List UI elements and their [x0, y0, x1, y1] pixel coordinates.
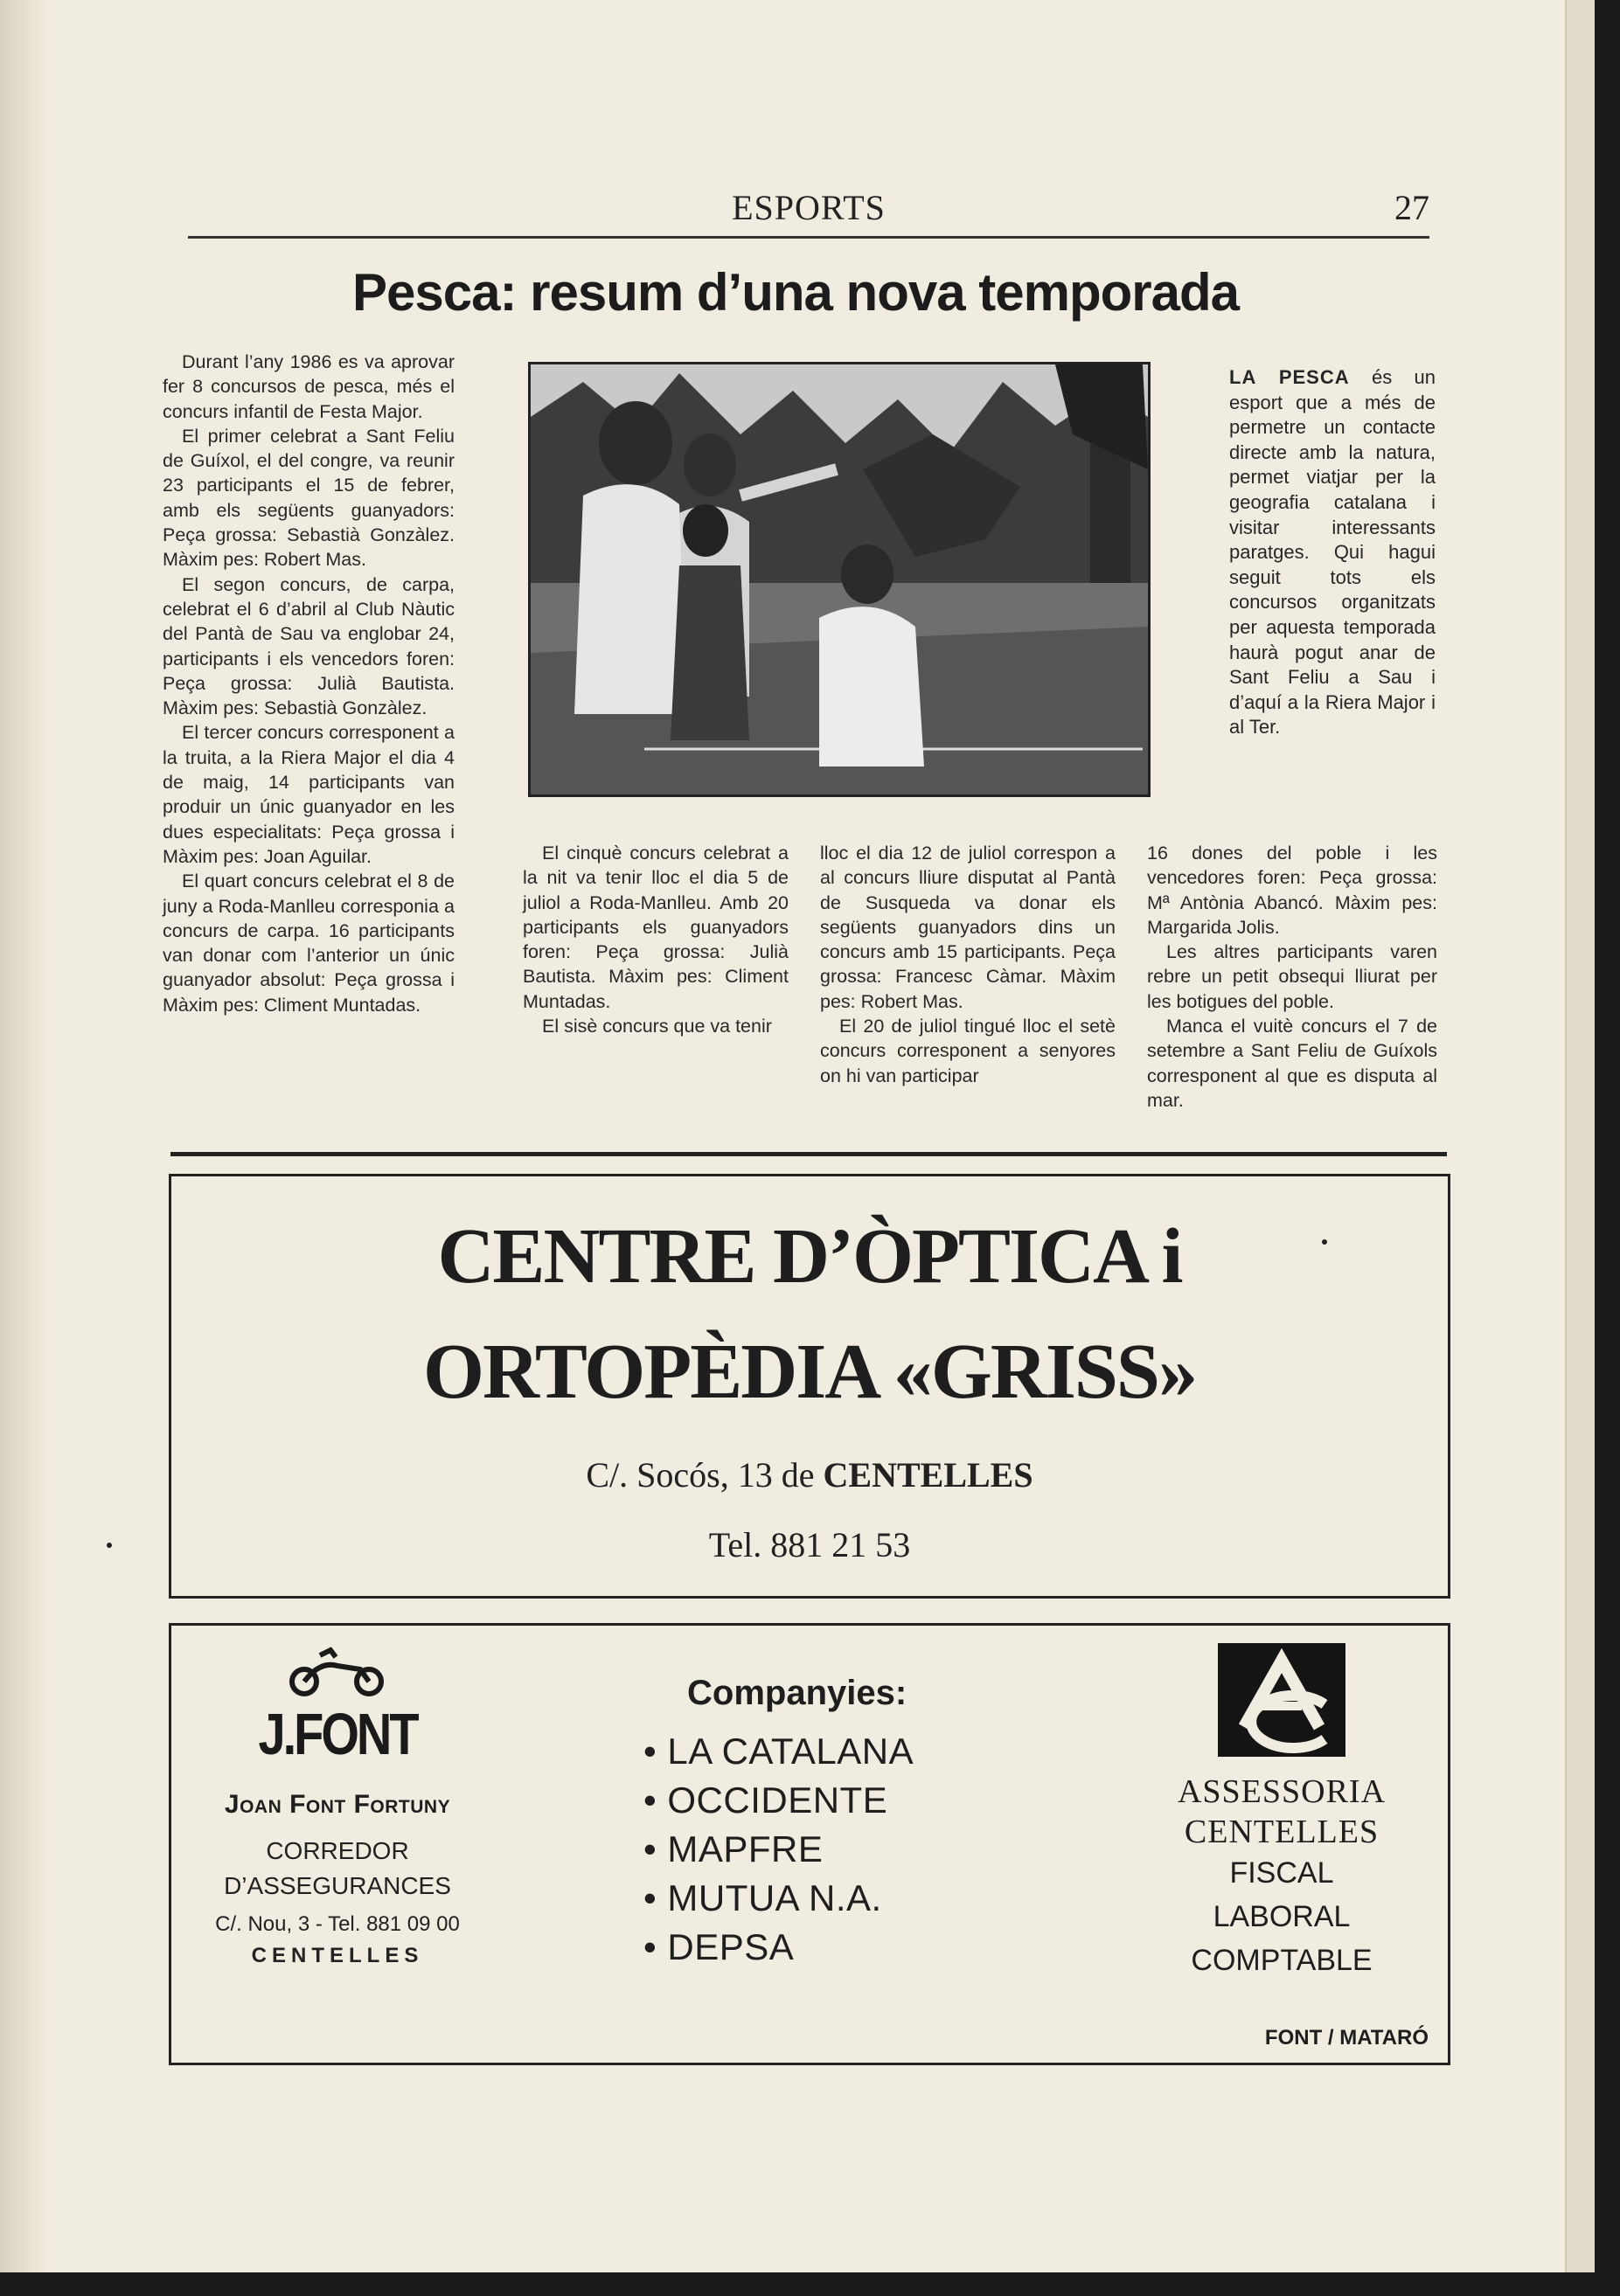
ad-address [171, 1454, 1448, 1495]
broker-role-1: CORREDOR [266, 1837, 409, 1864]
sidebar-text: és un esport que a més de permetre un contacte directe amb la natura, permet viatjar per la geografia catalana i visitar interessants paratges. Qui hagui seguit tots els concursos organitzats per aquesta temporada haurà pogut anar de Sant Feliu a Sau i d’aquí a la Riera Major i al Ter. [1229, 366, 1436, 739]
paragraph: El quart concurs celebrat el 8 de juny a Roda-Manlleu corresponia a concurs de carpa. 16 participants van donar com l’anterior un únic guanyador absolut: Peça grossa i Màxim pes: Climent Muntadas. [163, 871, 455, 1016]
fishing-scene-image [531, 364, 1148, 794]
page-header [188, 184, 1429, 239]
paragraph: Les altres participants varen rebre un petit obsequi lliurat per les botigues del poble. [1147, 941, 1437, 1012]
assessoria-title-1: ASSESSORIA [1177, 1773, 1387, 1810]
jfont-logo: J.FONT [258, 1700, 417, 1767]
broker-role-2: D’ASSEGURANCES [224, 1872, 451, 1899]
paragraph: Durant l’any 1986 es va aprovar fer 8 concursos de pesca, més el concurs infantil de Festa Major. [163, 351, 455, 422]
article-column-4 [1147, 841, 1437, 1113]
scooter-icon [285, 1643, 390, 1699]
ad-title-line-2: ORTOPÈDIA «GRISS» [423, 1328, 1196, 1415]
paragraph: El sisè concurs que va tenir [542, 1016, 772, 1037]
service-item: COMPTABLE [1191, 1944, 1373, 1977]
page-edge [1565, 0, 1595, 2272]
company-item: • MUTUA N.A. [643, 1874, 1011, 1923]
optica-advertisement [169, 1174, 1450, 1599]
paragraph: El tercer concurs corresponent a la truita, a la Riera Major el dia 4 de maig, 14 participants van produir un únic guanyador en les dues especialitats: Peça grossa i Màxim pes: Joan Aguilar. [163, 722, 455, 867]
article-photo [528, 362, 1151, 797]
section-title: ESPORTS [732, 188, 886, 227]
insurance-advertisement [169, 1623, 1450, 2065]
company-item: • DEPSA [643, 1923, 1011, 1972]
print-speck [107, 1543, 112, 1548]
paragraph: Manca el vuitè concurs el 7 de setembre a Sant Feliu de Guíxols corresponent al que es disputa al mar. [1147, 1016, 1437, 1111]
sidebar-lead: LA PESCA [1229, 366, 1350, 388]
section-divider [170, 1152, 1447, 1156]
assessoria-logo-icon [1218, 1643, 1345, 1757]
article-column-2 [523, 841, 789, 1038]
paragraph: El 20 de juliol tingué lloc el setè concurs corresponent a senyores on hi van participar [820, 1016, 1116, 1086]
ad-credit: FONT / MATARÓ [1264, 2026, 1429, 2050]
company-item: • LA CATALANA [643, 1727, 1011, 1776]
paragraph: El primer celebrat a Sant Feliu de Guíxol, el del congre, va reunir 23 participants el 15 de febrer, amb els següents guanyadors: Peça grossa: Sebastià Gonzàlez. Màxim pes: Robert Mas. [163, 425, 455, 571]
article-headline: Pesca: resum d’una nova temporada [351, 263, 1239, 322]
companies-block [643, 1674, 1011, 1972]
company-item: • MAPFRE [643, 1825, 1011, 1874]
companies-list [643, 1727, 1011, 1972]
paragraph: El cinquè concurs celebrat a la nit va tenir lloc el dia 5 de juliol a Roda-Manlleu. Amb 20 participants els guanyadors foren: Peça grossa: Julià Bautista. Màxim pes: Climent Muntadas. [523, 843, 789, 1012]
company-item: • OCCIDENTE [643, 1776, 1011, 1825]
paragraph: 16 dones del poble i les vencedores foren: Peça grossa: Mª Antònia Abancó. Màxim pes: Margarida Jolis. [1147, 843, 1437, 938]
article-sidebar [1229, 365, 1436, 740]
jfont-block [198, 1643, 477, 1968]
assessoria-title-2: CENTELLES [1184, 1814, 1380, 1850]
service-item: LABORAL [1213, 1900, 1351, 1933]
broker-name: Joan Font Fortuny [224, 1790, 451, 1819]
ad-address-prefix: C/. Socós, 13 de [586, 1455, 815, 1495]
article-column-3 [820, 841, 1116, 1088]
service-item: FISCAL [1229, 1856, 1334, 1890]
ad-phone: Tel. 881 21 53 [708, 1525, 911, 1564]
broker-town: CENTELLES [251, 1944, 424, 1967]
print-speck [1322, 1239, 1327, 1245]
paragraph: lloc el dia 12 de juliol correspon a al concurs lliure disputat al Pantà de Susqueda va donar els següents guanyadors dins un concurs amb 15 participants. Peça grossa: Francesc Càmar. Màxim pes: Robert Mas. [820, 843, 1116, 1012]
page-gutter-shadow [0, 0, 48, 2272]
page-number: 27 [1394, 188, 1429, 227]
assessoria-block [1142, 1643, 1422, 1982]
article-column-1 [163, 350, 455, 1017]
ad-title-line-1: CENTRE D’ÒPTICA i [437, 1213, 1182, 1300]
ad-address-town: CENTELLES [823, 1455, 1033, 1495]
broker-address: C/. Nou, 3 - Tel. 881 09 00 [215, 1912, 460, 1936]
paragraph: El segon concurs, de carpa, celebrat el 6 d’abril al Club Nàutic del Pantà de Sau va englobar 24, participants i els vencedors foren: Peça grossa: Julià Bautista. Màxim pes: Sebastià Gonzàlez. [163, 573, 455, 719]
companies-title: Companyies: [687, 1674, 907, 1712]
